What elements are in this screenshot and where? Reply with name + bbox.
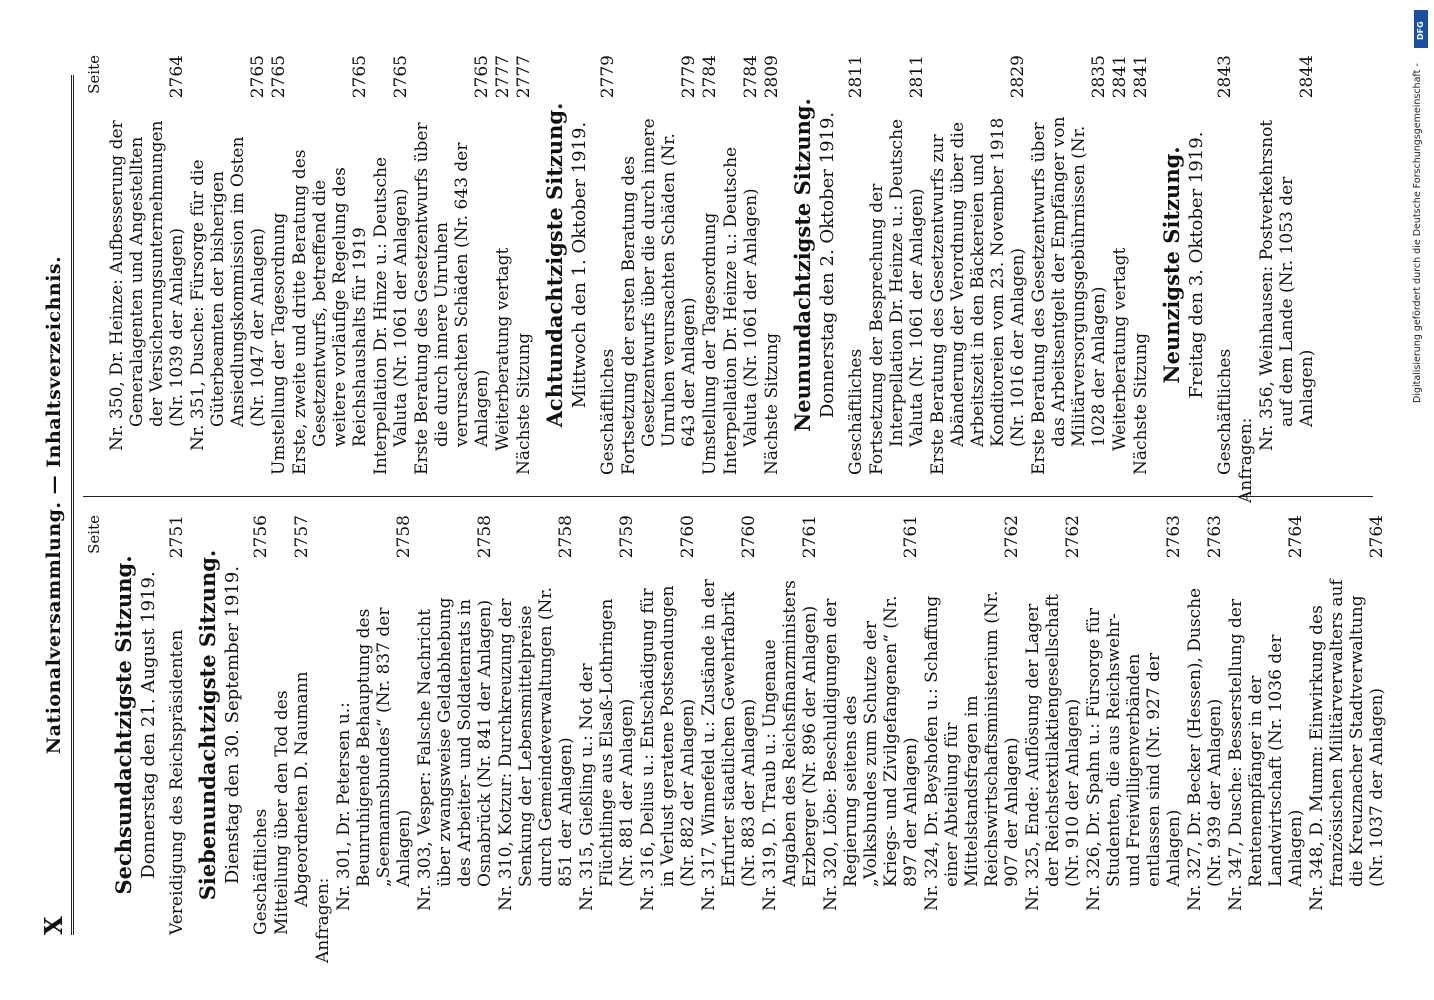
toc-page-number: 2765	[350, 55, 370, 99]
toc-entry-text: Nr. 303, Vesper: Falsche Nachricht über zwangsweise Geldabhebung des Arbeiter- und Soldatenrats in Osnabrück (Nr. 841 der Anlagen)	[415, 597, 495, 911]
toc-page-number: 2809	[762, 55, 782, 99]
toc-entry	[928, 55, 1028, 475]
toc-entry-text: Nr. 320, Löbe: Beschuldigungen der Regierung seitens des „Volksbundes zum Schutze der Kriegs- und Zivilgefangenen“ (Nr. 897 der Anlagen)	[821, 595, 921, 911]
toc-entry-text: Weiterberatung vertagt	[1110, 247, 1130, 451]
toc-entries	[111, 515, 1387, 963]
toc-entry	[846, 55, 866, 475]
toc-page-number: 2779	[679, 55, 699, 99]
toc-entry-text: Erste Beratung des Gesetzentwurfs zur Abänderung der Verordnung über die Arbeitszeit in den Bäckereien und Konditoreien vom 23. November 1918 (Nr. 1016 der Anlagen)	[928, 117, 1028, 475]
toc-entry	[1023, 515, 1083, 935]
toc-entry	[821, 515, 921, 935]
toc-entry	[107, 55, 187, 475]
seite-label: Seite	[85, 55, 103, 94]
toc-entry	[188, 55, 268, 475]
toc-entry-text: Nr. 301, Dr. Petersen u.: Beunruhigende Behauptung des „Seemannsbundes“ (Nr. 837 der Anlagen)	[334, 607, 414, 911]
toc-entry	[415, 515, 495, 935]
session-date: Donnerstag den 21. August 1919.	[138, 571, 159, 879]
toc-entry-text: Nr. 324, Dr. Beyshofen u.: Schaffung einer Abteilung für Mittelstandsfragen im Reichswirtschaftsministerium (Nr. 907 der Anlagen)	[922, 590, 1022, 911]
session-title: Sechsundachtzigste Sitzung.	[111, 555, 136, 895]
toc-page-number: 2760	[678, 515, 698, 559]
watermark-text: Digitalisierung gefördert durch die Deutsche Forschungsgemeinschaft -	[1412, 63, 1423, 403]
toc-page-number: 2835	[1089, 55, 1109, 99]
right-column	[83, 55, 1318, 503]
toc-entry-text: Nr. 351, Dusche: Fürsorge für die Güterbeamten der bisherigen Ansiedlungskommission im Osten (Nr. 1047 der Anlagen)	[188, 136, 268, 451]
toc-entry-text: Nr. 356, Weinhausen: Postverkehrsnot auf dem Lande (Nr. 1053 der Anlagen)	[1257, 119, 1317, 451]
toc-entry-text: Nächste Sitzung	[762, 332, 782, 475]
toc-page-number: 2777	[493, 55, 513, 99]
toc-entry	[1110, 55, 1130, 475]
toc-entry	[1307, 515, 1387, 935]
toc-entry	[867, 55, 927, 475]
toc-page-number: 2811	[846, 55, 866, 99]
toc-entry	[251, 515, 271, 935]
toc-page-number: 2763	[1164, 515, 1184, 559]
toc-entry	[760, 515, 820, 935]
toc-page-number: 2763	[1205, 515, 1225, 559]
toc-page-number: 2758	[556, 515, 576, 559]
toc-page-number: 2764	[1367, 515, 1387, 559]
session-title: Neunzigste Sitzung.	[1159, 146, 1184, 384]
toc-page-number: 2841	[1110, 55, 1130, 99]
left-column	[83, 515, 1388, 963]
toc-entry	[619, 55, 699, 475]
session-title: Siebenundachtzigste Sitzung.	[195, 549, 220, 901]
page-number: X	[39, 916, 68, 935]
toc-page-number: 2765	[248, 55, 268, 99]
toc-entry-text: Nr. 325, Ende: Auflösung der Lager der Reichstextilaktiengesellschaft (Nr. 910 der Anlagen)	[1023, 594, 1083, 911]
toc-entry	[762, 55, 782, 475]
toc-page-number: 2811	[907, 55, 927, 99]
toc-page-number: 2759	[617, 515, 637, 559]
dfg-watermark	[1408, 8, 1432, 998]
toc-page-number: 2761	[901, 515, 921, 559]
toc-entry	[496, 515, 576, 935]
toc-entry	[1226, 515, 1306, 935]
toc-entry	[1029, 55, 1109, 475]
session-title: Neunundachtzigste Sitzung.	[790, 98, 815, 432]
toc-page-number: 2829	[1008, 55, 1028, 99]
toc-page-number: 2751	[167, 515, 187, 559]
toc-entry-text: Fortsetzung der ersten Beratung des Gesetzentwurfs über die durch innere Unruhen verursachten Schäden (Nr. 643 der Anlagen)	[619, 118, 699, 475]
toc-entry-text: Geschäftliches	[251, 808, 271, 935]
section-heading: Anfragen:	[313, 877, 333, 963]
section-heading: Anfragen:	[1236, 417, 1256, 503]
toc-entry	[922, 515, 1022, 935]
toc-entry-text: Nächste Sitzung	[514, 332, 534, 475]
toc-entry	[700, 55, 720, 475]
toc-entry-text: Nr. 348, D. Mumm: Einwirkung des französischen Militärverwalters auf die Kreuznacher Stadtverwaltung (Nr. 1037 der Anlagen)	[1307, 579, 1387, 911]
toc-entry-text: Nächste Sitzung	[1131, 332, 1151, 475]
toc-entry-text: Nr. 315, Gießling u.: Not der Flüchtlinge aus Elsaß-Lothringen (Nr. 881 der Anlagen)	[577, 598, 637, 911]
toc-page-number: 2777	[514, 55, 534, 99]
toc-entry-text: Geschäftliches	[1215, 348, 1235, 475]
session-date: Donnerstag den 2. Oktober 1919.	[817, 111, 838, 419]
toc-entry	[1215, 55, 1235, 475]
toc-entry	[1257, 55, 1317, 475]
toc-entry	[1084, 515, 1184, 935]
toc-page-number: 2758	[394, 515, 414, 559]
toc-entry	[167, 515, 187, 935]
toc-page-number: 2784	[700, 55, 720, 99]
toc-entry	[272, 515, 312, 935]
toc-page-number: 2762	[1063, 515, 1083, 559]
running-title: Nationalversammlung. — Inhaltsverzeichnis.	[43, 255, 65, 755]
toc-entry-text: Nr. 350, Dr. Heinze: Aufbesserung der Generalagenten und Angestellten der Versicherungsunternehmungen (Nr. 1039 der Anlagen)	[107, 120, 187, 451]
toc-entry-text: Geschäftliches	[598, 348, 618, 475]
page-header	[39, 75, 74, 935]
toc-entry	[598, 55, 618, 475]
dfg-logo: DFG	[1414, 10, 1428, 48]
session-title: Achtundachtzigste Sitzung.	[542, 102, 567, 428]
toc-page-number: 2756	[251, 515, 271, 559]
toc-entry-text: Interpellation Dr. Heinze u.: Deutsche Valuta (Nr. 1061 der Anlagen)	[721, 146, 761, 475]
toc-entry	[514, 55, 534, 475]
toc-entry-text: Nr. 327, Dr. Becker (Hessen), Dusche (Nr. 939 der Anlagen)	[1185, 587, 1225, 911]
toc-entry-text: Umstellung der Tagesordnung	[700, 212, 720, 475]
toc-entry-text: Nr. 317, Winnefeld u.: Zustände in der Erfurter staatlichen Gewehrfabrik (Nr. 883 der Anlagen)	[699, 579, 759, 911]
toc-entry-text: Erste Beratung des Gesetzentwurfs über das Arbeitsentgelt der Empfänger von Militärversorgungsgebührnissen (Nr. 1028 der Anlagen)	[1029, 116, 1109, 475]
toc-page-number: 2784	[741, 55, 761, 99]
session-date: Dienstag den 30. September 1919.	[222, 565, 243, 885]
toc-entry	[638, 515, 698, 935]
toc-entry-text: Vereidigung des Reichspräsidenten	[167, 629, 187, 935]
toc-entry-text: Nr. 316, Delius u.: Entschädigung für in Verlust geratene Postsendungen (Nr. 882 der Anlagen)	[638, 585, 698, 911]
toc-page-number: 2843	[1215, 55, 1235, 99]
toc-entry	[1185, 515, 1225, 935]
toc-page-number: 2841	[1131, 55, 1151, 99]
toc-entries	[107, 55, 1317, 503]
toc-entry	[721, 55, 761, 475]
toc-entry	[577, 515, 637, 935]
toc-page-number: 2758	[475, 515, 495, 559]
toc-entry-text: Nr. 319, D. Traub u.: Ungenaue Angaben des Reichsfinanzministers Erzberger (Nr. 896 der Anlagen)	[760, 580, 820, 911]
toc-entry-text: Erste, zweite und dritte Beratung des Gesetzentwurfs, betreffend die weitere vorläufige Regelung des Reichshaushalts für 1919	[290, 149, 370, 475]
toc-entry-text: Mitteilung über den Tod des Abgeordneten D. Naumann	[272, 671, 312, 935]
toc-page-number: 2765	[269, 55, 289, 99]
toc-entry	[412, 55, 492, 475]
toc-page-number: 2765	[472, 55, 492, 99]
session-date: Mittwoch den 1. Oktober 1919.	[569, 121, 590, 409]
toc-entry	[290, 55, 370, 475]
column-divider	[83, 496, 1373, 497]
toc-page-number: 2844	[1297, 55, 1317, 99]
toc-page-number: 2760	[739, 515, 759, 559]
toc-page-number: 2765	[391, 55, 411, 99]
toc-entry	[1131, 55, 1151, 475]
toc-entry-text: Fortsetzung der Besprechung der Interpellation Dr. Heinze u.: Deutsche Valuta (Nr. 1061 der Anlagen)	[867, 118, 927, 475]
toc-entry	[269, 55, 289, 475]
toc-entry	[371, 55, 411, 475]
toc-entry-text: Nr. 326, Dr. Spahn u.: Fürsorge für Studenten, die aus Reichswehr- und Freiwilligenverbänden entlassen sind (Nr. 927 der Anlagen)	[1084, 607, 1184, 911]
toc-entry-text: Nr. 310, Kotzur: Durchkreuzung der Senkung der Lebensmittelpreise durch Gemeindeverwaltungen (Nr. 851 der Anlagen)	[496, 586, 576, 911]
toc-entry-text: Nr. 347, Dusche: Besserstellung der Rentenempfänger in der Landwirtschaft (Nr. 1036 der Anlagen)	[1226, 598, 1306, 911]
toc-entry	[334, 515, 414, 935]
toc-entry-text: Geschäftliches	[846, 348, 866, 475]
toc-page-number: 2761	[800, 515, 820, 559]
session-date: Freitag den 3. Oktober 1919.	[1186, 131, 1207, 399]
toc-entry-text: Umstellung der Tagesordnung	[269, 212, 289, 475]
toc-entry-text: Erste Beratung des Gesetzentwurfs über die durch innere Unruhen verursachten Schäden (Nr. 643 der Anlagen)	[412, 122, 492, 475]
toc-page-number: 2764	[167, 55, 187, 99]
toc-entry-text: Weiterberatung vertagt	[493, 247, 513, 451]
toc-page-number: 2779	[598, 55, 618, 99]
toc-page-number: 2764	[1286, 515, 1306, 559]
toc-page-number: 2757	[292, 515, 312, 559]
scanned-page	[5, 0, 1395, 995]
toc-page-number: 2762	[1002, 515, 1022, 559]
toc-entry	[493, 55, 513, 475]
seite-label: Seite	[85, 515, 103, 554]
toc-entry-text: Interpellation Dr. Hinze u.: Deutsche Valuta (Nr. 1061 der Anlagen)	[371, 156, 411, 475]
toc-entry	[699, 515, 759, 935]
